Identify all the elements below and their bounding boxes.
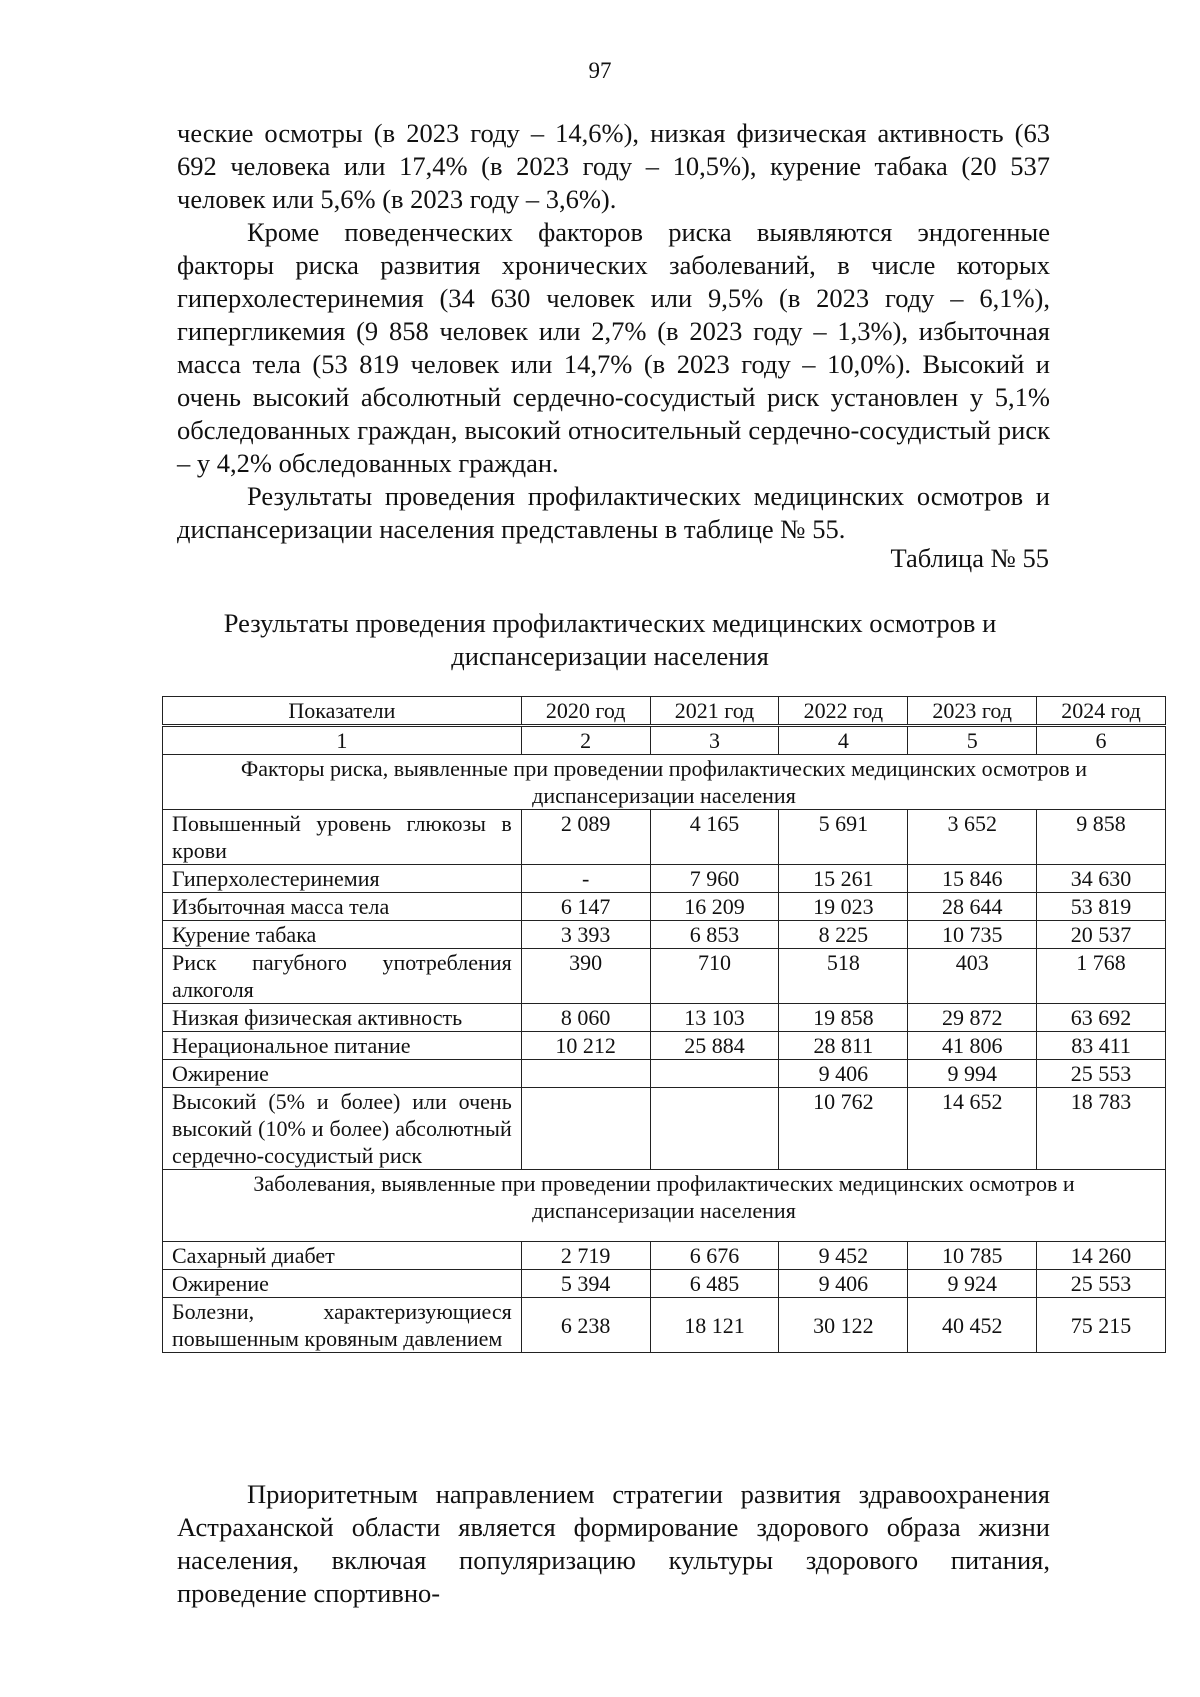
value-cell: 83 411 <box>1037 1032 1166 1060</box>
table-row <box>163 1270 1166 1298</box>
header-cell: 2023 год <box>908 697 1037 726</box>
value-cell: 34 630 <box>1037 865 1166 893</box>
table-title: Результаты проведения профилактических медицинских осмотров и диспансеризации населения <box>223 608 997 671</box>
value-cell: 6 853 <box>650 921 779 949</box>
table-row <box>163 1060 1166 1088</box>
value-cell: 6 238 <box>521 1298 650 1353</box>
value-cell: - <box>521 865 650 893</box>
value-cell: 403 <box>908 949 1037 1004</box>
body-text <box>177 117 1050 546</box>
section-heading: Заболевания, выявленные при проведении профилактических медицинских осмотров и диспансеризации населения <box>163 1170 1166 1242</box>
value-cell: 6 485 <box>650 1270 779 1298</box>
column-number-row <box>163 726 1166 755</box>
row-label: Курение табака <box>163 921 522 949</box>
table-row <box>163 1032 1166 1060</box>
row-label: Ожирение <box>163 1270 522 1298</box>
value-cell <box>650 1060 779 1088</box>
header-cell: 2024 год <box>1037 697 1166 726</box>
closing-text <box>177 1478 1050 1610</box>
value-cell: 6 147 <box>521 893 650 921</box>
value-cell: 20 537 <box>1037 921 1166 949</box>
value-cell: 3 652 <box>908 810 1037 865</box>
row-label: Избыточная масса тела <box>163 893 522 921</box>
section-row <box>163 755 1166 810</box>
value-cell: 9 406 <box>779 1060 908 1088</box>
value-cell: 63 692 <box>1037 1004 1166 1032</box>
value-cell: 8 060 <box>521 1004 650 1032</box>
value-cell: 4 165 <box>650 810 779 865</box>
value-cell: 3 393 <box>521 921 650 949</box>
value-cell: 25 884 <box>650 1032 779 1060</box>
section-row <box>163 1170 1166 1242</box>
value-cell: 40 452 <box>908 1298 1037 1353</box>
value-cell: 19 023 <box>779 893 908 921</box>
value-cell: 9 924 <box>908 1270 1037 1298</box>
value-cell: 390 <box>521 949 650 1004</box>
value-cell <box>650 1088 779 1170</box>
header-row <box>163 697 1166 726</box>
value-cell: 9 858 <box>1037 810 1166 865</box>
row-label: Ожирение <box>163 1060 522 1088</box>
table-row <box>163 810 1166 865</box>
value-cell: 30 122 <box>779 1298 908 1353</box>
value-cell: 25 553 <box>1037 1060 1166 1088</box>
paragraph: Результаты проведения профилактических медицинских осмотров и диспансеризации населения представлены в таблице № 55. <box>177 481 1050 544</box>
table-body <box>163 697 1166 1353</box>
results-table <box>162 696 1166 1353</box>
value-cell: 29 872 <box>908 1004 1037 1032</box>
value-cell: 8 225 <box>779 921 908 949</box>
table-row <box>163 1242 1166 1270</box>
row-label: Нерациональное питание <box>163 1032 522 1060</box>
value-cell: 19 858 <box>779 1004 908 1032</box>
page-number: 97 <box>588 58 612 83</box>
table-row <box>163 865 1166 893</box>
value-cell: 9 994 <box>908 1060 1037 1088</box>
value-cell: 18 783 <box>1037 1088 1166 1170</box>
table-row <box>163 1004 1166 1032</box>
value-cell: 10 212 <box>521 1032 650 1060</box>
table-row <box>163 1088 1166 1170</box>
value-cell: 15 261 <box>779 865 908 893</box>
value-cell <box>521 1060 650 1088</box>
value-cell: 75 215 <box>1037 1298 1166 1353</box>
column-number-cell: 3 <box>650 726 779 755</box>
value-cell: 16 209 <box>650 893 779 921</box>
value-cell: 10 735 <box>908 921 1037 949</box>
row-label: Болезни, характеризующиеся повышенным кровяным давлением <box>163 1298 522 1353</box>
header-cell: 2021 год <box>650 697 779 726</box>
value-cell: 28 644 <box>908 893 1037 921</box>
row-label: Сахарный диабет <box>163 1242 522 1270</box>
value-cell: 518 <box>779 949 908 1004</box>
paragraph: Кроме поведенческих факторов риска выявляются эндогенные факторы риска развития хронических заболеваний, в числе которых гиперхолестеринемия (34 630 человек или 9,5% (в 2023 году – 6,1%), гипергликемия (9 858 человек или 2,7% (в 2023 году – 1,3%), избыточная масса тела (53 819 человек или 14,7% (в 2023 году – 10,0%). Высокий и очень высокий абсолютный сердечно-сосудистый риск установлен у 5,1% обследованных граждан, высокий относительный сердечно-сосудистый риск – у 4,2% обследованных граждан. <box>177 217 1050 478</box>
value-cell: 9 452 <box>779 1242 908 1270</box>
value-cell: 15 846 <box>908 865 1037 893</box>
row-label: Низкая физическая активность <box>163 1004 522 1032</box>
value-cell: 14 652 <box>908 1088 1037 1170</box>
header-cell: 2020 год <box>521 697 650 726</box>
value-cell: 7 960 <box>650 865 779 893</box>
column-number-cell: 4 <box>779 726 908 755</box>
table-row <box>163 949 1166 1004</box>
value-cell: 53 819 <box>1037 893 1166 921</box>
paragraph: ческие осмотры (в 2023 году – 14,6%), низкая физическая активность (63 692 человека или 17,4% (в 2023 году – 10,5%), курение табака (20 537 человек или 5,6% (в 2023 году – 3,6%). <box>177 118 1050 214</box>
value-cell: 2 719 <box>521 1242 650 1270</box>
value-cell: 18 121 <box>650 1298 779 1353</box>
row-label: Высокий (5% и более) или очень высокий (10% и более) абсолютный сердечно-сосудистый риск <box>163 1088 522 1170</box>
header-cell: 2022 год <box>779 697 908 726</box>
value-cell: 10 785 <box>908 1242 1037 1270</box>
value-cell: 28 811 <box>779 1032 908 1060</box>
value-cell: 9 406 <box>779 1270 908 1298</box>
header-cell: Показатели <box>163 697 522 726</box>
value-cell: 14 260 <box>1037 1242 1166 1270</box>
row-label: Риск пагубного употребления алкоголя <box>163 949 522 1004</box>
paragraph: Приоритетным направлением стратегии развития здравоохранения Астраханской области является формирование здорового образа жизни населения, включая популяризацию культуры здорового питания, проведение спортивно- <box>177 1479 1050 1608</box>
row-label: Гиперхолестеринемия <box>163 865 522 893</box>
column-number-cell: 2 <box>521 726 650 755</box>
value-cell: 13 103 <box>650 1004 779 1032</box>
value-cell: 6 676 <box>650 1242 779 1270</box>
value-cell: 710 <box>650 949 779 1004</box>
value-cell: 2 089 <box>521 810 650 865</box>
value-cell: 25 553 <box>1037 1270 1166 1298</box>
value-cell: 1 768 <box>1037 949 1166 1004</box>
table-row <box>163 893 1166 921</box>
column-number-cell: 6 <box>1037 726 1166 755</box>
table-number: Таблица № 55 <box>890 543 1049 573</box>
row-label: Повышенный уровень глюкозы в крови <box>163 810 522 865</box>
section-heading: Факторы риска, выявленные при проведении профилактических медицинских осмотров и диспансеризации населения <box>163 755 1166 810</box>
column-number-cell: 1 <box>163 726 522 755</box>
value-cell: 5 394 <box>521 1270 650 1298</box>
value-cell: 5 691 <box>779 810 908 865</box>
value-cell: 41 806 <box>908 1032 1037 1060</box>
column-number-cell: 5 <box>908 726 1037 755</box>
value-cell <box>521 1088 650 1170</box>
table-row <box>163 921 1166 949</box>
value-cell: 10 762 <box>779 1088 908 1170</box>
table-row <box>163 1298 1166 1353</box>
